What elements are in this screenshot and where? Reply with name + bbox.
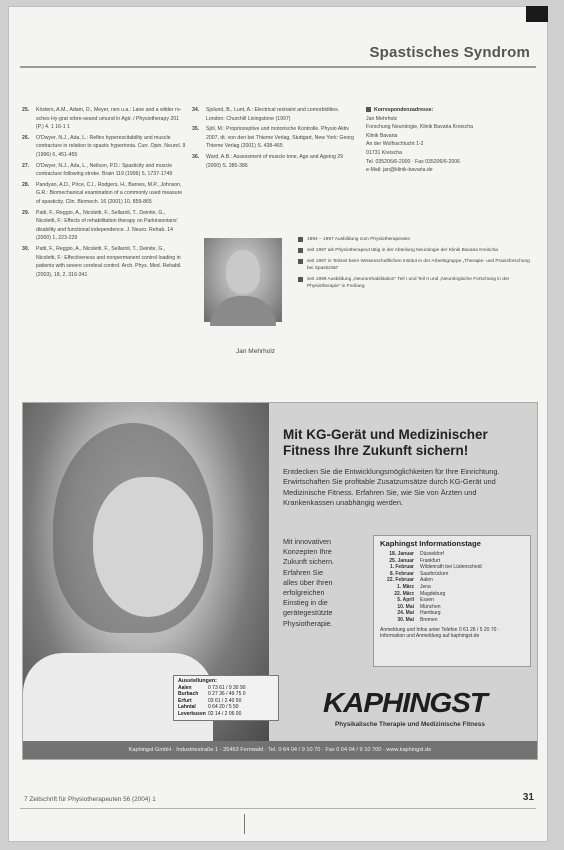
bio-text: seit 1997 in Teilzeit beim Wissenschaftlichen Institut in der Arbeitsgruppe „Therapie- und Praxisforschung bei Spastizität“	[307, 259, 530, 271]
bullet-square-icon	[366, 107, 371, 112]
reference-number: 35.	[192, 126, 200, 133]
info-day-row: 30. Mai Bremen	[397, 616, 438, 623]
reference-item	[22, 162, 186, 179]
bio-text: seit 1997 als Physiotherapeut tätig in der Abteilung Neurologie der Klinik Bavaria Kreischa	[307, 248, 498, 253]
header-rule	[20, 66, 536, 68]
ad-side-line: Konzepten Ihre	[283, 547, 332, 557]
footer-rule	[20, 808, 536, 809]
correspondence-line: Forschung Neurologie, Klinik Bavaria Kreischa	[366, 124, 473, 131]
correspondence-line: Jan Mehrholz	[366, 115, 398, 122]
reference-text: O'Dwyer, N.J., Ada, L.: Reflex hyperexcitability and muscle contracture in relation to spastic hypertonia. Curr. Opin. Neurol. 9 (1996) 6, 451-455	[36, 134, 186, 158]
journal-citation: 7 Zeitschrift für Physiotherapeuten 56 (2004) 1	[24, 796, 156, 803]
bio-text: 1994 – 1997 Ausbildung zum Physiotherapeuten	[307, 237, 411, 242]
reference-number: 26.	[22, 134, 30, 141]
reference-text: Patti, F., Reggio, A., Nicoletti, F., Sellaroli, T., Deinite, G., Nicoletti, F.: Effects of rehabilitation therapy on Parkinsonians' disability and functional independence. J. Neuro. Rehab. 14 (2000) 1, 223-229	[36, 209, 178, 242]
ad-side-line: Mit innovativen	[283, 537, 331, 546]
info-day-row: 1. März Jena	[397, 583, 431, 590]
correspondence-line: Klinik Bavaria	[366, 132, 398, 139]
kaphingst-logo-text: KAPHINGST	[323, 687, 487, 718]
crop-mark	[244, 814, 245, 834]
ad-side-line: erfolgreichen	[283, 588, 325, 598]
author-bio	[298, 236, 536, 294]
correspondence-heading: Korrespondenzadresse:	[366, 106, 536, 115]
correspondence-block	[366, 106, 536, 175]
reference-item	[192, 106, 356, 123]
info-day-row: 24. Mai Hamburg	[397, 610, 441, 617]
reference-item	[22, 181, 186, 207]
ad-side-line: Einstieg in die	[283, 598, 328, 608]
ad-side-text	[283, 537, 367, 629]
info-day-row: 5. April Essen	[397, 597, 434, 604]
exhibition-row: Leverkusen 02 14 / 2 06 00	[178, 710, 242, 717]
bio-entry	[298, 236, 536, 243]
ad-side-line: Zukunft sichern.	[283, 557, 335, 567]
ad-intro-text: Entdecken Sie die Entwicklungsmöglichkeiten für Ihre Einrichtung. Erwirtschaften Sie profitable Zusatzumsätze durch KG-Gerät und Medizinische Fitness. Erfahren Sie, wie Sie von Ärzten und Krankenkassen unabhängig werden.	[283, 467, 500, 508]
reference-number: 29.	[22, 209, 30, 216]
info-day-row: 25. Januar Frankfurt	[389, 557, 441, 564]
correspondence-email[interactable]: e-Mail: jan@klinik-bavaria.de	[366, 167, 433, 174]
author-face	[226, 250, 260, 294]
kaphingst-advertisement[interactable]	[22, 402, 538, 760]
exhibition-row: Lahntal 0 64 20 / 5 50	[178, 704, 239, 711]
info-days-footnote: Anmeldung und Infos unter Telefon 0 61 26 / 5 20 70 · Information und Anmeldung auf kaphingst.de	[380, 626, 500, 639]
reference-number: 27.	[22, 162, 30, 169]
ad-headline: Mit KG-Gerät und Medizinischer Fitness Ihre Zukunft sichern!	[283, 427, 488, 458]
reference-text: O'Dwyer, N.J., Ada, L., Neilson, P.D.: Spasticity and muscle contracture following stroke. Brain 119 (1996) 5, 1737-1749	[36, 162, 173, 178]
exhibitions-box	[173, 675, 279, 721]
page-number: 31	[522, 792, 534, 803]
reference-item	[192, 153, 356, 170]
info-days-box	[373, 535, 531, 667]
reference-number: 25.	[22, 107, 30, 113]
bullet-square-icon	[298, 237, 303, 242]
ad-side-line: Physiotherapie.	[283, 618, 333, 628]
exhibition-row: Erfurt 03 61 / 2 40 50	[178, 697, 242, 704]
reference-number: 28.	[22, 181, 30, 188]
ad-side-line: gerätegestützte	[283, 608, 333, 618]
ad-side-line: alles über Ihren	[283, 577, 333, 587]
info-day-row: 18. Januar Düsseldorf	[389, 551, 444, 557]
bio-text: seit 1999 Ausbildung „Neurorehabilitation“ Teil I und Teil II und „Neurologische Forschung in der Physiotherapie“ in Freiburg	[307, 277, 510, 289]
author-photo-caption: Jan Mehrholz	[236, 348, 276, 355]
bio-entry	[298, 258, 536, 272]
reference-text: Sjolund, B., Lunt, A.: Electrical restraint and comorbidities. London: Churchill Livingstone (1997)	[206, 107, 340, 122]
reference-number: 30.	[22, 245, 30, 252]
correspondence-line: 01731 Kreischa	[366, 149, 403, 156]
references-column-1	[22, 106, 186, 281]
exhibition-row: Aalen 0 73 61 / 9 30 90	[178, 684, 246, 691]
section-header-title: Spastisches Syndrom	[369, 44, 530, 61]
reference-item	[22, 209, 186, 243]
reference-text: Patti, F., Reggio, A., Nicoletti, F., Sellaroli, T., Deinite, G., Nicoletti, F.: Effectiveness and nonpermanent control loading in patients with severe cerebral control. Arch. Phys. Med. Rehabil. (2003), 18, 2, 316-341	[36, 245, 182, 278]
correspondence-line: An der Wolfsschlucht 1-2	[366, 141, 424, 148]
magazine-page	[8, 6, 548, 842]
reference-item	[192, 125, 356, 151]
kaphingst-logo[interactable]	[323, 687, 529, 717]
info-day-row: 22. Februar Aalen	[387, 577, 433, 584]
bullet-square-icon	[298, 248, 303, 253]
info-days-title: Kaphingst Informationstage	[380, 539, 481, 548]
reference-item	[22, 134, 186, 160]
ad-side-line: Erfahren Sie	[283, 567, 323, 577]
bio-entry	[298, 247, 536, 254]
ad-contact-bar[interactable]: Kaphingst GmbH · Industriestraße 1 · 35463 Fernwald · Tel. 0 64 04 / 9 10 70 · Fax 0 64 04 / 9 10 700 · www.kaphingst.de	[23, 741, 537, 759]
reference-text: Ward, A.B.: Assessment of muscle tone. Age and Ageing 29 (2000) S. 385-386	[206, 153, 344, 169]
bullet-square-icon	[298, 277, 303, 282]
reference-item	[22, 245, 186, 279]
author-photo	[204, 238, 282, 322]
reference-item	[22, 106, 186, 132]
bullet-square-icon	[298, 259, 303, 264]
author-shoulders	[210, 296, 276, 326]
reference-number: 36.	[192, 153, 200, 160]
exhibitions-title: Ausstellungen:	[178, 678, 217, 684]
kaphingst-tagline: Physikalische Therapie und Medizinische Fitness	[335, 721, 485, 728]
info-day-row: 8. Februar Saarbrücken	[389, 570, 449, 577]
info-day-row: 22. März Magdeburg	[394, 590, 446, 597]
info-day-row: 1. Februar Wildenrath bei Lüdenscheid	[389, 564, 482, 571]
bio-entry	[298, 276, 536, 290]
correspondence-line: Tel. 035206/6-2000 · Fax 035206/6-2006	[366, 158, 461, 165]
exhibition-row: Burbach 0 27 36 / 49 75 0	[178, 691, 246, 698]
info-day-row: 10. Mai München	[397, 603, 441, 610]
reference-text: Pandyan, A.D., Price, C.I., Rodgers, H., Barnes, M.P., Johnson, G.R.: Biomechanical examination of a commonly used measure of spasticity. Clin. Biomech. 16 (2001) 10, 859-865	[36, 181, 183, 205]
references-column-2	[192, 106, 356, 172]
reference-number: 34.	[192, 107, 200, 113]
reference-text: Kösters, A.M., Adam, D., Meyer, nen u.a.: Lane and a wilder ro-sches Hy-grat orbre-seand umund in Agir. / Physiotherapy 201 (P.) 4. 1 16-1 1	[36, 107, 182, 131]
reference-text: Sjöl, M.: Propriozeptive und motorische Kontrolle. Physio Aktiv 2007, dt. von den bei Thieme Verlag, Stuttgart, New York: Georg Thieme Verlag (2001) S. 438-465	[206, 126, 354, 150]
page-corner-mark	[526, 6, 548, 22]
ad-photo-face	[93, 477, 203, 617]
